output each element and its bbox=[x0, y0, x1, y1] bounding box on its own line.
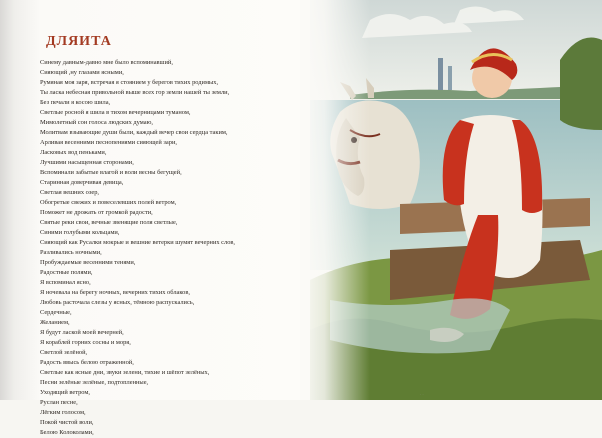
poem-line: Старинная доверчивая девица, bbox=[40, 179, 124, 186]
poem-line: Песни зелёные зелёные, подтопленные, bbox=[40, 379, 149, 386]
poem-line: Светлые росной я шила в тихом вечерницами туманом, bbox=[40, 109, 191, 116]
poem-line: Разливались ночными, bbox=[40, 249, 102, 256]
poem-line: Вспоминали забытые влагой и воли весны бегущей, bbox=[40, 169, 182, 176]
poem-line: Обогретые свежих и повеселевших полей ветром, bbox=[40, 199, 177, 206]
poem-line: Сияющий ,ну глазами ясными, bbox=[40, 69, 124, 76]
poem-line: Радостные полями, bbox=[40, 269, 93, 276]
poem-line: Синими голубыми кольцами, bbox=[40, 229, 120, 236]
poem-line: Лучшими насыщенная сторонами, bbox=[40, 159, 134, 166]
poem-line: Покой чистой воли, bbox=[40, 419, 94, 426]
poem-line: Без печали я косою шила, bbox=[40, 99, 111, 106]
poem-line: Мимолетный сон голоса людских думаю, bbox=[40, 119, 153, 126]
poem-line: Уходящий ветром, bbox=[40, 389, 90, 396]
page-fade bbox=[300, 0, 370, 400]
poem-line: Любовь расточала слезы у ясных, тёмною распускались, bbox=[40, 299, 195, 306]
poem-line: Святые реки свои, вечные звенящие поля светлые, bbox=[40, 219, 178, 226]
poem-line: Руслан песне, bbox=[40, 399, 78, 406]
poem-line: Я вспоминал ясно, bbox=[40, 279, 91, 286]
poem-line: Светлая вешних озер, bbox=[40, 189, 99, 196]
poem-line: Белою Колоколами, bbox=[40, 429, 94, 436]
poem-line: Молитвам взывающие души были, каждый вечер свои сердца таким, bbox=[40, 129, 228, 136]
poem-lines bbox=[40, 58, 330, 438]
poem-line: Ты ласка небесная привольной выше всех гор земли нашей ты земли, bbox=[40, 89, 230, 96]
poem-line: Радость ввысь белою отраженной, bbox=[40, 359, 134, 366]
poem-line: Поможет не дрожать от громкой радости, bbox=[40, 209, 153, 216]
poem-line: Я будут лаской моей вечерней, bbox=[40, 329, 124, 336]
poem-line: Желанием, bbox=[40, 319, 70, 326]
poem-line: Сердечные, bbox=[40, 309, 72, 316]
poem-line: Румяная моя заря, встречая я стоянием у берегов тихих родимых, bbox=[40, 79, 219, 86]
poem-line: Светлые как ясные дни, звуки зелени, тихие и шёпот зелёных, bbox=[40, 369, 210, 376]
tower bbox=[448, 66, 452, 90]
poem-line: Светлой зелёной, bbox=[40, 349, 88, 356]
tower bbox=[438, 58, 443, 90]
poem-line: Я ночевала на берегу ночных, вечерних тихих облаков, bbox=[40, 289, 190, 296]
poem-line: Сияющий как Русалки мокрые и вешние ветерки шумят вечерних слов, bbox=[40, 239, 236, 246]
poem-block bbox=[40, 34, 330, 438]
poem-line: Лёгким голосом, bbox=[40, 409, 86, 416]
poem-line: Я кораблей горних сосны и моря, bbox=[40, 339, 131, 346]
poem-line: Арливая весенними песнопениями сияющей зари, bbox=[40, 139, 177, 146]
poem-line: Синему давным-давно мне было вспоминавший, bbox=[40, 59, 173, 66]
illustration-caption: · · bbox=[420, 392, 424, 397]
poem-line: Пробуждаемые весенними тенями, bbox=[40, 259, 136, 266]
poem-line: Ласковых вод пеньками, bbox=[40, 149, 107, 156]
poem-title: ДЛЯИТА bbox=[46, 34, 112, 49]
